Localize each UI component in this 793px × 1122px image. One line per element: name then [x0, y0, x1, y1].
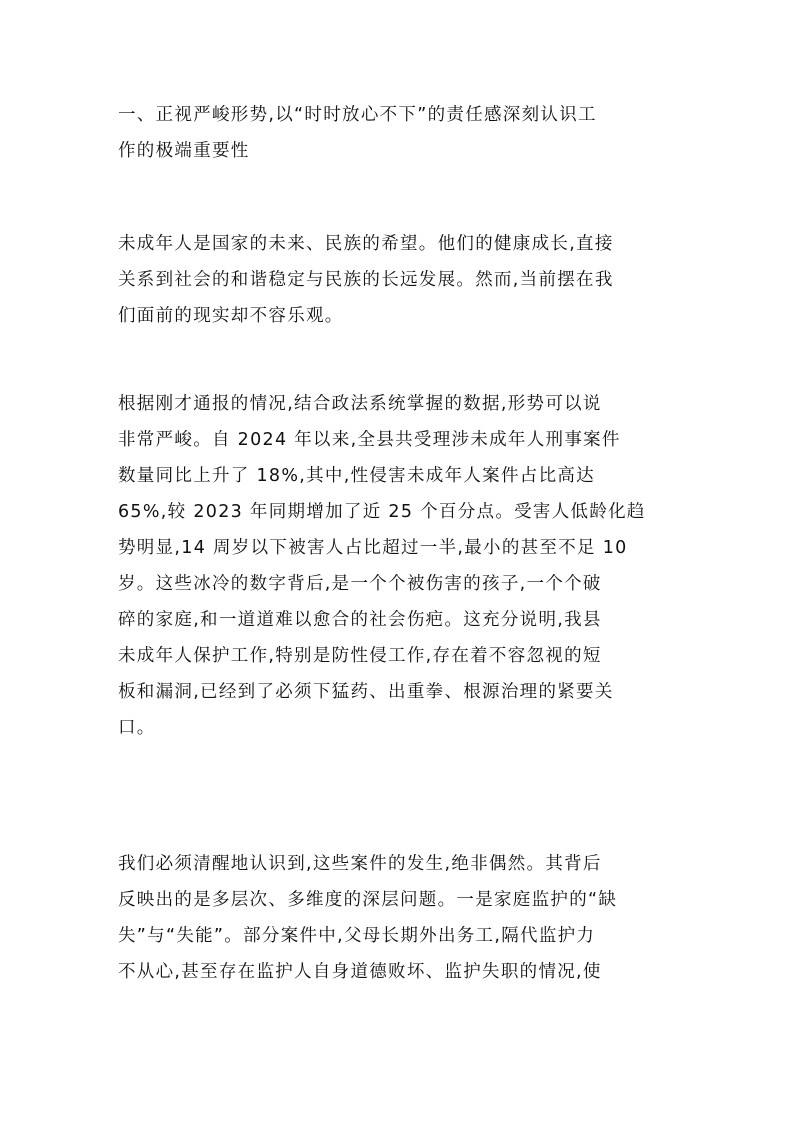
paragraph-line: 岁。这些冰冷的数字背后,是一个个被伤害的孩子,一个个破 — [118, 574, 602, 594]
paragraph-line: 口。 — [118, 718, 156, 738]
paragraph-line: 未成年人保护工作,特别是防性侵工作,存在着不容忽视的短 — [118, 646, 602, 666]
heading-line: 作的极端重要性 — [118, 141, 250, 161]
paragraph-line: 反映出的是多层次、多维度的深层问题。一是家庭监护的“缺 — [118, 890, 618, 910]
paragraph-line: 未成年人是国家的未来、民族的希望。他们的健康成长,直接 — [118, 234, 614, 254]
paragraph-line: 数量同比上升了 18%,其中,性侵害未成年人案件占比高达 — [118, 466, 595, 486]
paragraph-2 — [118, 386, 678, 746]
paragraph-line: 失”与“失能”。部分案件中,父母长期外出务工,隔代监护力 — [118, 926, 596, 946]
heading-line: 一、正视严峻形势,以“时时放心不下”的责任感深刻认识工 — [118, 105, 597, 125]
paragraph-line: 们面前的现实却不容乐观。 — [118, 306, 344, 326]
paragraph-line: 势明显,14 周岁以下被害人占比超过一半,最小的甚至不足 10 — [118, 538, 628, 558]
paragraph-line: 我们必须清醒地认识到,这些案件的发生,绝非偶然。其背后 — [118, 854, 602, 874]
paragraph-line: 非常严峻。自 2024 年以来,全县共受理涉未成年人刑事案件 — [118, 430, 621, 450]
paragraph-line: 关系到社会的和谐稳定与民族的长远发展。然而,当前摆在我 — [118, 270, 614, 290]
paragraph-1 — [118, 226, 678, 334]
paragraph-line: 不从心,甚至存在监护人自身道德败坏、监护失职的情况,使 — [118, 962, 602, 982]
paragraph-line: 65%,较 2023 年同期增加了近 25 个百分点。受害人低龄化趋 — [118, 502, 646, 522]
paragraph-line: 碎的家庭,和一道道难以愈合的社会伤疤。这充分说明,我县 — [118, 610, 602, 630]
section-heading — [118, 97, 678, 169]
paragraph-line: 根据刚才通报的情况,结合政法系统掌握的数据,形势可以说 — [118, 394, 602, 414]
paragraph-3 — [118, 846, 678, 990]
paragraph-line: 板和漏洞,已经到了必须下猛药、出重拳、根源治理的紧要关 — [118, 682, 614, 702]
